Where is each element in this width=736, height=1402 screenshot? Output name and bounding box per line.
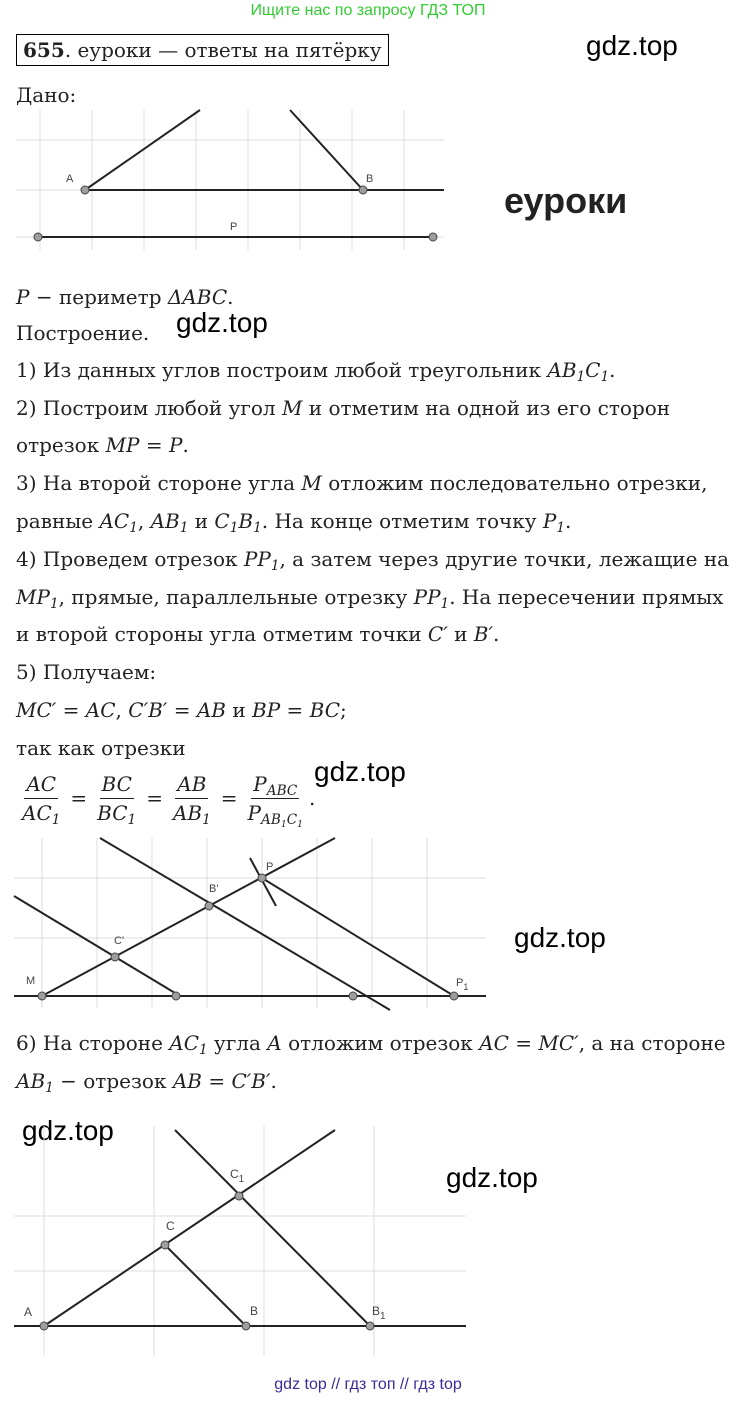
point-p1 bbox=[450, 992, 458, 1000]
label-a: A bbox=[66, 173, 74, 185]
step-4-cont2: и второй стороны угла отметим точки C′ и B′. bbox=[16, 622, 500, 646]
point-c bbox=[161, 1241, 169, 1249]
fraction: $\frac{BC}{BC_1}$ bbox=[97, 771, 137, 828]
watermark: gdz.top bbox=[314, 756, 406, 787]
watermark: gdz.top bbox=[586, 30, 678, 61]
point-b1 bbox=[366, 1322, 374, 1330]
grid bbox=[14, 1126, 466, 1356]
task-header bbox=[16, 34, 389, 66]
watermark: gdz.top bbox=[514, 922, 606, 953]
step-4-cont: $MP_1$, прямые, параллельные отрезку $PP_1$. На пересечении прямых bbox=[16, 585, 724, 613]
task-title: . еуроки — ответы на пятёрку bbox=[64, 38, 382, 62]
point-mark-1 bbox=[172, 992, 180, 1000]
given-label: Дано: bbox=[16, 83, 77, 107]
figure-given bbox=[0, 110, 480, 260]
step-5: 5) Получаем: bbox=[16, 660, 157, 684]
parallel-2 bbox=[100, 838, 390, 1010]
figure-final bbox=[0, 1126, 480, 1362]
point-p bbox=[258, 874, 266, 882]
point-m bbox=[38, 992, 46, 1000]
step-2-cont: отрезок MP = P. bbox=[16, 433, 189, 457]
point-b-prime bbox=[205, 902, 213, 910]
step-2: 2) Построим любой угол M и отметим на одной из его сторон bbox=[16, 396, 671, 420]
angle-a-ray bbox=[85, 110, 200, 190]
task-number: 655 bbox=[23, 38, 65, 62]
point-p-start bbox=[34, 233, 42, 241]
step-5-note: так как отрезки bbox=[16, 736, 186, 760]
segment-pp1 bbox=[262, 878, 454, 996]
step-3: 3) На второй стороне угла M отложим последовательно отрезки, bbox=[16, 471, 708, 495]
step-3-cont: равные $AC_1$, $AB_1$ и $C_1B_1$. На конце отметим точку $P_1$. bbox=[16, 509, 572, 537]
label-m: M bbox=[26, 975, 36, 987]
footer-links[interactable]: gdz top // гдз топ // гдз top bbox=[274, 1376, 462, 1393]
label-b1: $B_1$ bbox=[372, 1304, 386, 1322]
fraction: $\frac{P_{ABC}}{P_{AB_1C_1}}$ bbox=[247, 771, 303, 830]
label-p1: $P_1$ bbox=[456, 977, 469, 992]
top-banner[interactable]: Ищите нас по запросу ГДЗ ТОП bbox=[250, 2, 486, 19]
fraction: $\frac{AB}{AB_1}$ bbox=[172, 771, 211, 828]
grid bbox=[14, 838, 486, 1008]
label-p: P bbox=[266, 861, 274, 873]
segment-b1c1 bbox=[175, 1130, 370, 1326]
step-5-equalities: MC′ = AC, C′B′ = AB и BP = BC; bbox=[16, 698, 347, 722]
perimeter-line: P − периметр ΔABC. bbox=[16, 285, 234, 309]
label-c: C bbox=[166, 1219, 175, 1233]
brand-logo: еуроки bbox=[504, 180, 628, 221]
label-b: B bbox=[250, 1304, 259, 1318]
watermark: gdz.top bbox=[176, 307, 268, 338]
point-c1 bbox=[235, 1192, 243, 1200]
label-c-prime: C' bbox=[114, 935, 125, 947]
point-a bbox=[81, 186, 89, 194]
label-b-prime: B' bbox=[209, 883, 219, 895]
label-c1: $C_1$ bbox=[230, 1167, 245, 1185]
label-p: P bbox=[230, 221, 238, 233]
point-b bbox=[242, 1322, 250, 1330]
point-c-prime bbox=[111, 953, 119, 961]
step-6-cont: $AB_1$ − отрезок AB = C′B′. bbox=[16, 1069, 277, 1097]
watermark: gdz.top bbox=[22, 1115, 114, 1146]
point-mark-2 bbox=[349, 992, 357, 1000]
construction-heading: Построение. bbox=[16, 321, 150, 345]
ratio-formula: $\frac{AC}{AC_1}$ = $\frac{BC}{BC_1}$ = $\frac{AB}{AB_1}$ = $\frac{P_{ABC}}{P_{AB_1C_1}}$ . bbox=[22, 771, 316, 830]
side-ac1 bbox=[44, 1130, 335, 1326]
label-b: B bbox=[366, 173, 374, 185]
segment-bc bbox=[165, 1245, 246, 1326]
label-a: A bbox=[24, 1305, 33, 1319]
step-4: 4) Проведем отрезок $PP_1$, а затем через другие точки, лежащие на bbox=[16, 547, 730, 575]
point-a bbox=[40, 1322, 48, 1330]
fraction: $\frac{AC}{AC_1}$ bbox=[22, 771, 61, 828]
step-6: 6) На стороне $AC_1$ угла A отложим отрезок AC = MC′, а на стороне bbox=[16, 1031, 726, 1059]
watermark: gdz.top bbox=[446, 1162, 538, 1193]
second-side bbox=[42, 838, 335, 996]
step-1: 1) Из данных углов построим любой треугольник $AB_1C_1$. bbox=[16, 358, 616, 386]
point-b bbox=[359, 186, 367, 194]
figure-construction bbox=[0, 838, 500, 1010]
point-p-end bbox=[429, 233, 437, 241]
